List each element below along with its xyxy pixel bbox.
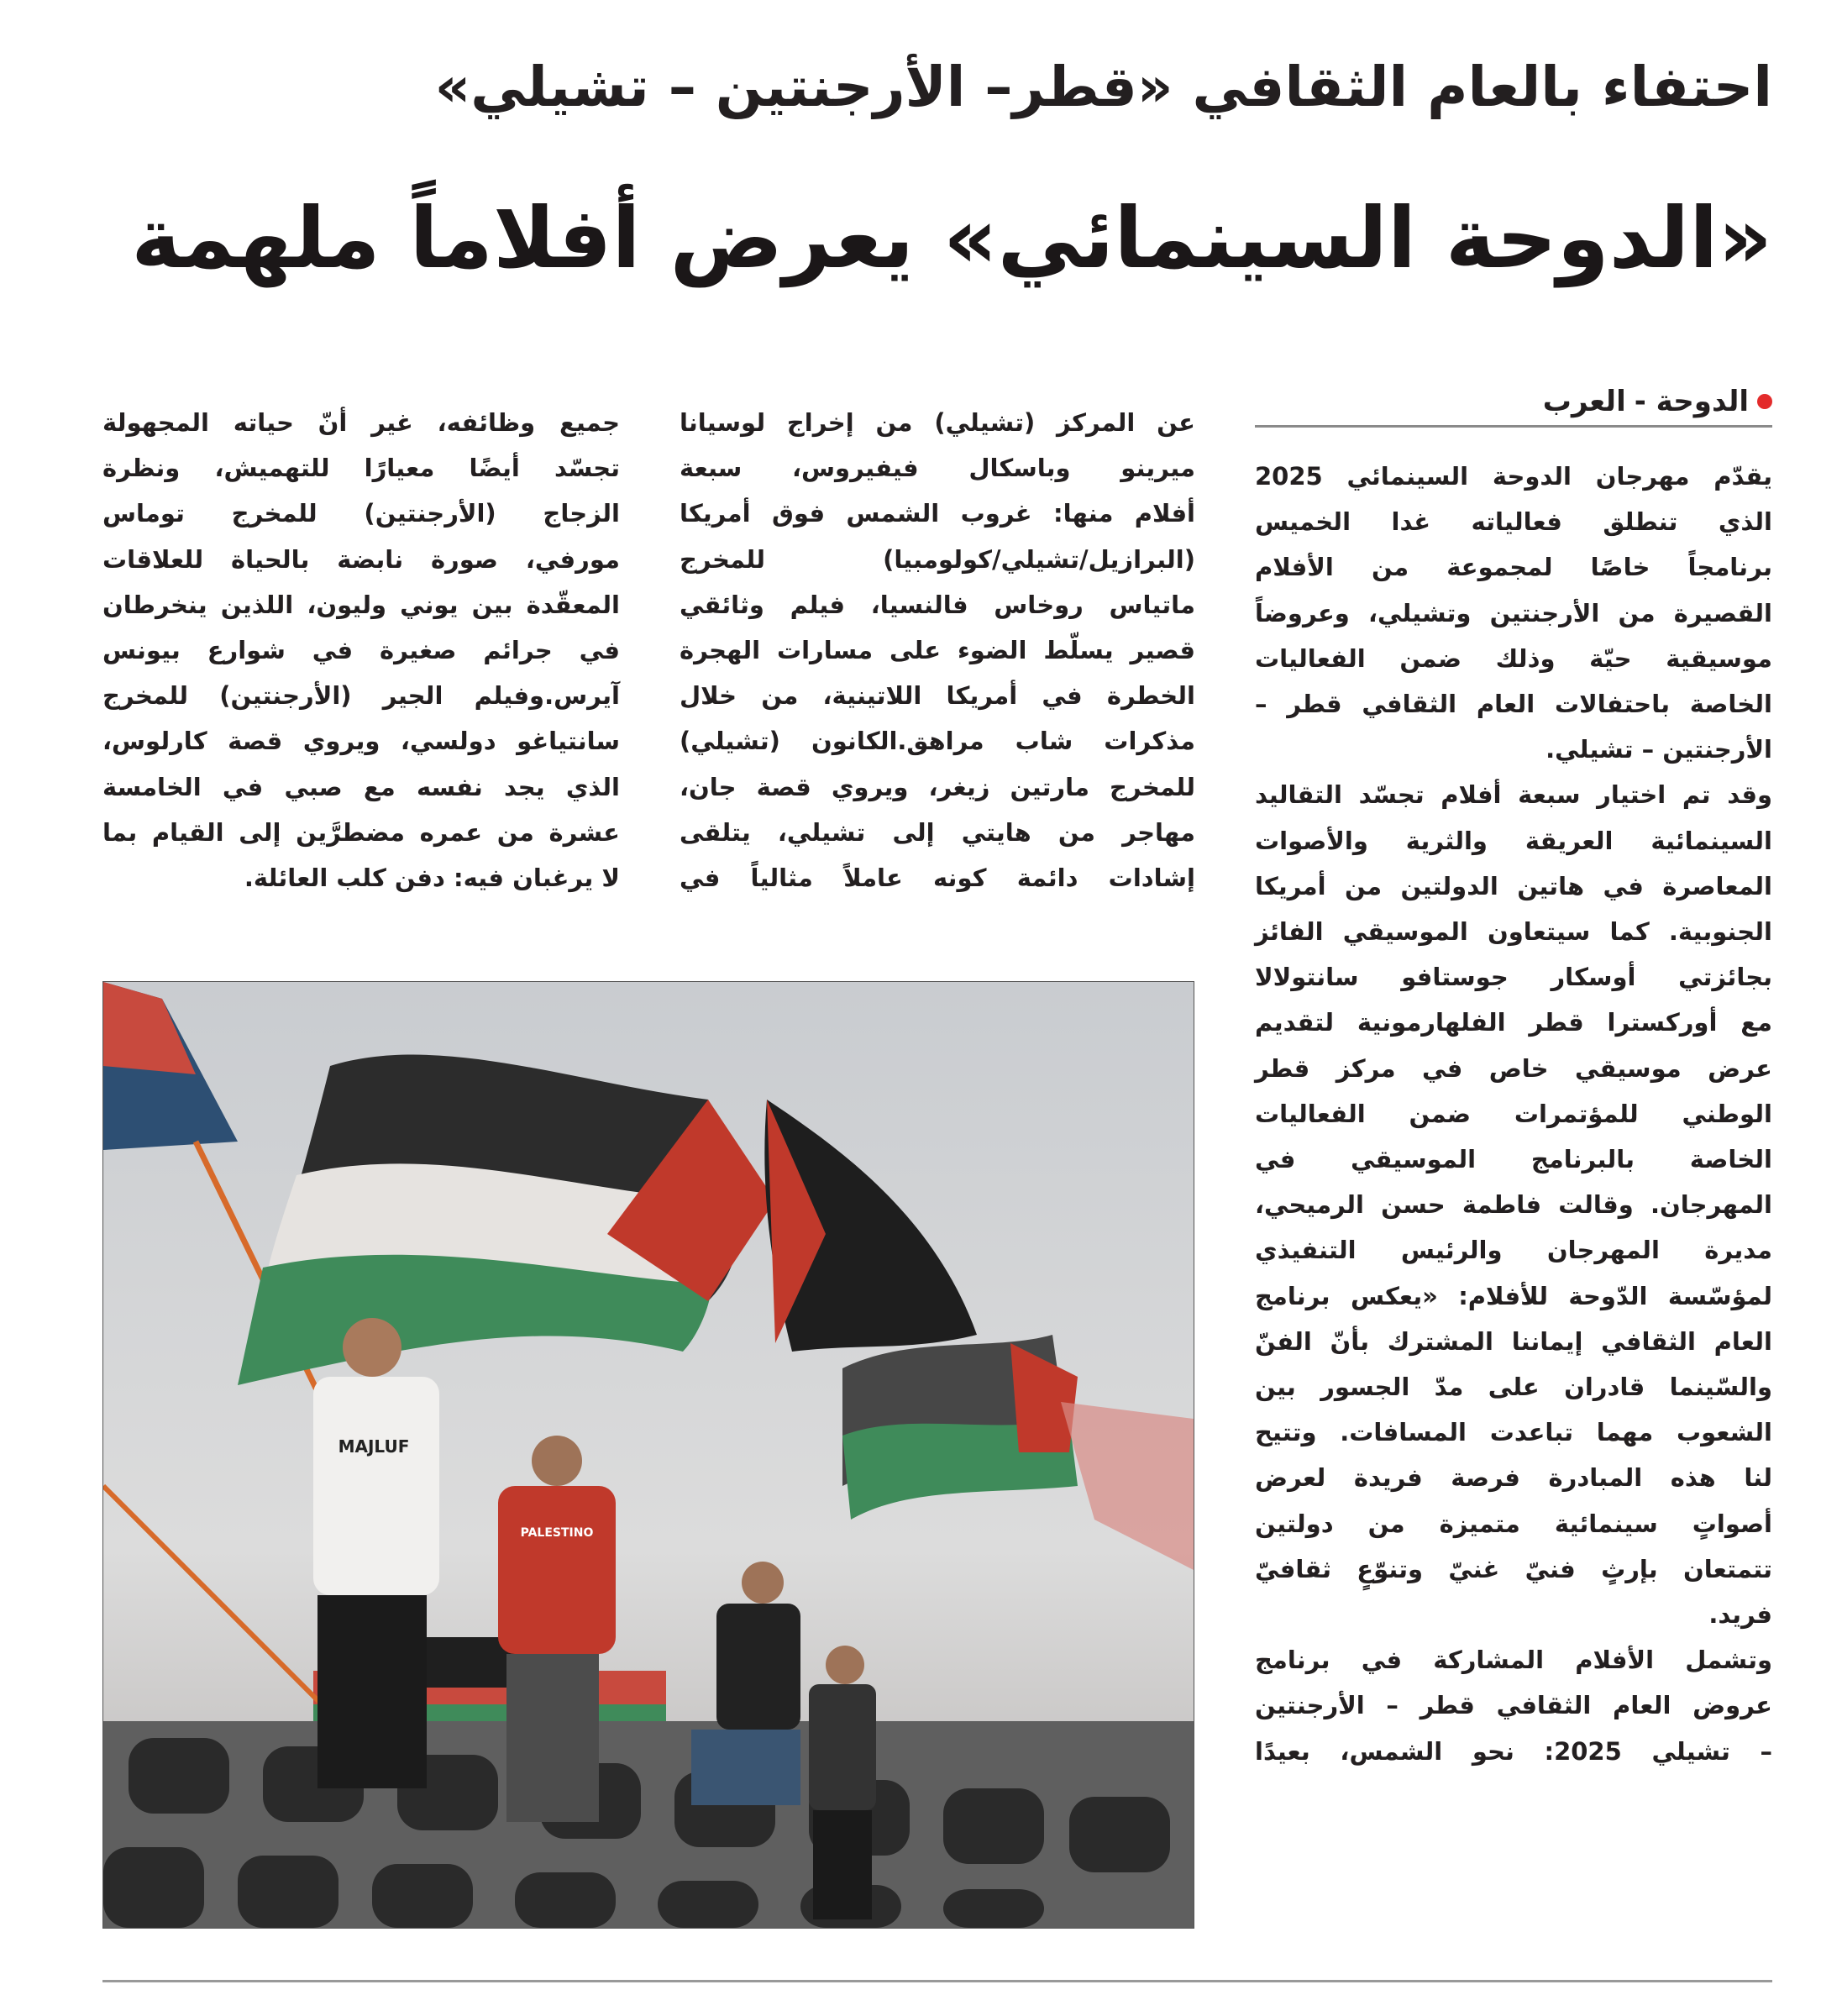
article-line: الخاصة باحتفالات العام الثقافي قطر –	[1255, 690, 1772, 719]
brand-logo: العرب	[1542, 385, 1626, 418]
article-line: الذي تنطلق فعالياته غدا الخميس	[1255, 507, 1772, 537]
article-line: الأرجنتين – تشيلي.	[1545, 735, 1772, 764]
article-line: أفلام منها: غروب الشمس فوق أمريكا	[680, 499, 1195, 528]
article-line: قصير يسلّط الضوء على مسارات الهجرة	[680, 636, 1195, 665]
article-line: الزجاج (الأرجنتين) للمخرج توماس	[102, 499, 620, 528]
article-line: السينمائية العريقة والثرية والأصوات	[1255, 826, 1772, 855]
dateline-divider	[1255, 425, 1772, 428]
fans-waving-flags-image	[103, 982, 1194, 1928]
article-line: إشادات دائمة كونه عاملاً مثالياً في	[680, 864, 1195, 893]
article-line: المعقّدة بين يوني وليون، اللذين ينخرطان	[102, 590, 620, 619]
article-line: والسّينما قادران على مدّ الجسور بين	[1255, 1373, 1772, 1402]
article-line: مهاجر من هايتي إلى تشيلي، يتلقى	[680, 817, 1195, 847]
dateline	[1255, 380, 1772, 423]
article-line: فريد.	[1708, 1600, 1772, 1630]
article-line: ماتياس روخاس فالنسيا، فيلم وثائقي	[680, 590, 1195, 619]
article-line: لمؤسّسة الدّوحة للأفلام: «يعكس برنامج	[1255, 1281, 1772, 1310]
article-line: يقدّم مهرجان الدوحة السينمائي 2025	[1255, 462, 1772, 491]
article-line: أصواتٍ سينمائية متميزة من دولتين	[1255, 1509, 1772, 1538]
article-line: – تشيلي 2025: نحو الشمس، بعيدًا	[1255, 1736, 1772, 1766]
article-line: تتمتعان بإرثٍ فنيّ غنيّ وتنوّعٍ ثقافيّ	[1255, 1554, 1772, 1583]
shirt-text: PALESTINO	[520, 1526, 594, 1540]
article-line: الجنوبية. كما سيتعاون الموسيقي الفائز	[1255, 917, 1772, 947]
article-line: ميرينو وباسكال فيفيروس، سبعة	[680, 454, 1195, 483]
article-line: في جرائم صغيرة في شوارع بيونس	[102, 636, 620, 665]
article-line: وتشمل الأفلام المشاركة في برنامج	[1255, 1646, 1772, 1675]
article-line: برنامجاً خاصًا لمجموعة من الأفلام	[1255, 553, 1772, 582]
article-line: عن المركز (تشيلي) من إخراج لوسيانا	[680, 408, 1195, 437]
article-line: الخاصة بالبرنامج الموسيقي في	[1255, 1145, 1772, 1174]
article-line: لا يرغبان فيه: دفن كلب العائلة.	[244, 864, 620, 893]
article-line: مذكرات شاب مراهق.الكانون (تشيلي)	[680, 727, 1195, 756]
kicker-headline: احتفاء بالعام الثقافي «قطر– الأرجنتين – تشيلي»	[434, 55, 1772, 119]
article-column-right	[1255, 454, 1772, 1774]
dateline-city: الدوحة -	[1634, 385, 1749, 418]
article-line: المعاصرة في هاتين الدولتين من أمريكا	[1255, 871, 1772, 900]
article-line: المهرجان. وقالت فاطمة حسن الرميحي،	[1255, 1190, 1772, 1220]
red-dot-icon	[1757, 394, 1772, 409]
article-line: مع أوركسترا قطر الفلهارمونية لتقديم	[1255, 1008, 1772, 1037]
page-bottom-rule	[102, 1980, 1772, 1982]
article-line: آيرس.وفيلم الجير (الأرجنتين) للمخرج	[102, 681, 620, 711]
article-line: الوطني للمؤتمرات ضمن الفعاليات	[1255, 1099, 1772, 1128]
article-line: جميع وظائفه، غير أنّ حياته المجهولة	[102, 408, 620, 437]
article-line: وقد تم اختيار سبعة أفلام تجسّد التقاليد	[1255, 780, 1772, 810]
article-line: العام الثقافي إيماننا المشترك بأنّ الفنّ	[1255, 1326, 1772, 1356]
article-line: الشعوب مهما تباعدت المسافات. وتتيح	[1255, 1418, 1772, 1447]
article-line: (البرازيل/تشيلي/كولومبيا) للمخرج	[680, 544, 1195, 574]
article-line: عروض العام الثقافي قطر – الأرجنتين	[1255, 1691, 1772, 1720]
article-line: مورفي، صورة نابضة بالحياة للعلاقات	[102, 544, 620, 574]
article-column-left	[102, 400, 620, 900]
jersey-text: MAJLUF	[338, 1436, 410, 1457]
article-line: عشرة من عمره مضطرَّين إلى القيام بما	[102, 817, 620, 847]
article-line: بجائزتي أوسكار جوستافو سانتولالا	[1255, 963, 1772, 992]
article-line: سانتياغو دولسي، ويروي قصة كارلوس،	[102, 727, 620, 756]
article-line: الخطرة في أمريكا اللاتينية، من خلال	[680, 681, 1195, 711]
article-line: القصيرة من الأرجنتين وتشيلي، وعروضاً	[1255, 598, 1772, 627]
main-headline: «الدوحة السينمائي» يعرض أفلاماً ملهمة	[131, 189, 1772, 287]
article-column-middle	[680, 400, 1195, 900]
article-line: مديرة المهرجان والرئيس التنفيذي	[1255, 1236, 1772, 1265]
article-line: للمخرج مارتين زيغر، ويروي قصة جان،	[680, 772, 1195, 801]
article-line: عرض موسيقي خاص في مركز قطر	[1255, 1053, 1772, 1083]
article-line: لنا هذه المبادرة فرصة فريدة لعرض	[1255, 1463, 1772, 1493]
article-line: الذي يجد نفسه مع صبي في الخامسة	[102, 772, 620, 801]
article-line: تجسّد أيضًا معيارًا للتهميش، ونظرة	[102, 454, 620, 483]
article-photo	[102, 981, 1194, 1929]
article-line: موسيقية حيّة وذلك ضمن الفعاليات	[1255, 643, 1772, 673]
